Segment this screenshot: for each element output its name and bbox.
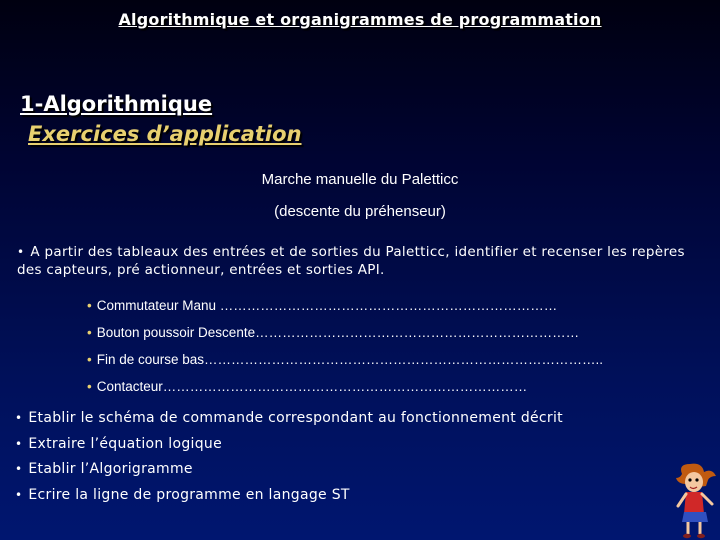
task-text: Etablir l’Algorigramme: [28, 461, 193, 477]
bullet-icon: •: [15, 487, 23, 502]
exercise-title: Marche manuelle du Paletticc: [261, 171, 459, 188]
list-item-text: Commutateur Manu …………………………………………………………………: [96, 298, 558, 313]
bullet-icon: •: [15, 411, 23, 425]
bullet-icon: •: [17, 245, 25, 259]
task-text: Extraire l’équation logique: [28, 435, 223, 452]
list-item: [15, 434, 563, 460]
task-text: Ecrire la ligne de programme en langage ST: [28, 486, 350, 503]
list-item-text: Fin de course bas……………………………………………………………………………..: [96, 352, 604, 367]
list-item: [87, 323, 603, 350]
task-list: [15, 408, 563, 510]
bullet-icon: •: [15, 436, 23, 451]
cartoon-girl-icon: [672, 462, 720, 540]
section-heading: 1-Algorithmique: [20, 92, 213, 116]
bullet-icon: •: [87, 352, 92, 367]
list-item: [15, 408, 563, 434]
list-item: [87, 377, 603, 404]
list-item: [15, 485, 563, 511]
subsection-heading: Exercices d’application: [28, 122, 302, 146]
exercise-subtitle: (descente du préhenseur): [274, 203, 446, 220]
list-item: [87, 350, 603, 377]
list-item-text: Contacteur………………………………………………………………………: [96, 379, 528, 394]
list-item: [15, 459, 563, 485]
list-item: [87, 296, 603, 323]
slide-title: Algorithmique et organigrammes de programmation: [118, 10, 602, 29]
bullet-icon: •: [15, 462, 23, 476]
intro-bullet: [17, 243, 707, 279]
intro-text: A partir des tableaux des entrées et de sorties du Paletticc, identifier et recenser les repères des capteurs, pré actionneur, entrées et sorties API.: [17, 244, 685, 278]
bullet-icon: •: [87, 325, 92, 340]
component-list: [87, 296, 603, 404]
list-item-text: Bouton poussoir Descente………………………………………………………………: [96, 325, 580, 340]
task-text: Etablir le schéma de commande correspondant au fonctionnement décrit: [28, 410, 563, 426]
bullet-icon: •: [87, 298, 92, 313]
bullet-icon: •: [87, 379, 92, 394]
